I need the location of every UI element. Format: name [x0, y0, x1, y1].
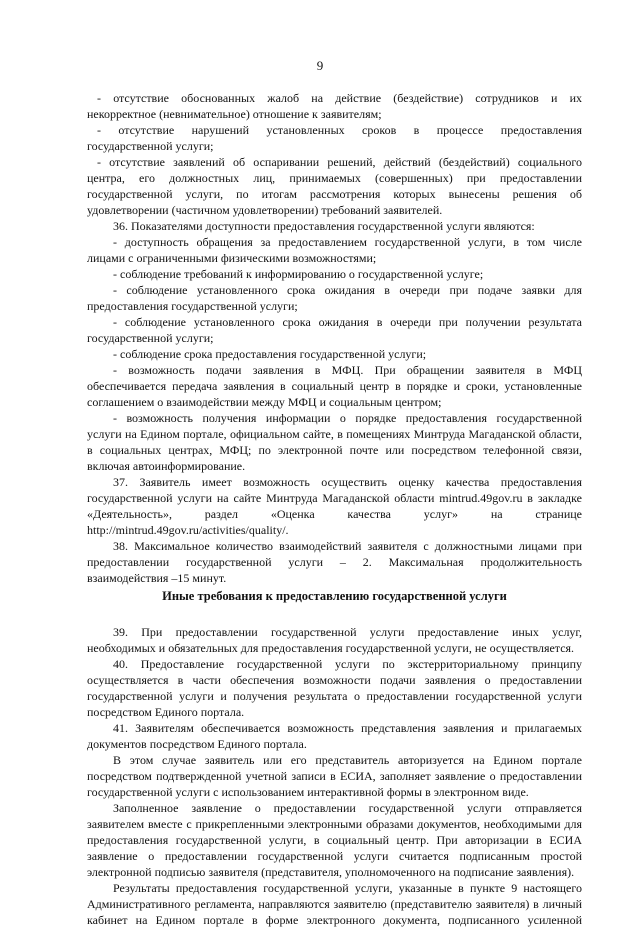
text-line: - отсутствие нарушений установленных сроков в процессе предоставления — [97, 123, 582, 137]
text-line: - доступность обращения за предоставлением государственной услуги, в том числе — [113, 235, 582, 249]
text-line: удовлетворении (частичном удовлетворении) требований заявителей. — [87, 203, 443, 217]
section-accessibility-indicators — [87, 90, 582, 586]
text-line: «Деятельность», раздел «Оценка качества услуг» на странице — [87, 507, 582, 521]
paragraph — [87, 346, 582, 362]
text-line: посредством Единого портала. — [87, 705, 245, 719]
paragraph — [87, 752, 582, 800]
paragraph — [87, 282, 582, 314]
text-line: документов посредством Единого портала. — [87, 737, 307, 751]
text-line: - соблюдение срока предоставления государственной услуги; — [113, 347, 427, 361]
text-line: - соблюдение требований к информированию о государственной услуге; — [113, 267, 484, 281]
paragraph — [87, 410, 582, 474]
text-line: услуги на Едином портале, официальном сайте, в помещениях Минтруда Магаданской области, — [87, 427, 582, 441]
text-line: центра, его должностных лиц, принимаемых (совершенных) при предоставлении — [87, 171, 582, 185]
text-line: предоставлении государственной услуги – 2. Максимальная продолжительность — [87, 555, 582, 569]
text-line: заявление о предоставлении государственной услуги считается подписанным простой — [87, 849, 582, 863]
text-line: включая автоинформирование. — [87, 459, 246, 473]
paragraph — [87, 800, 582, 880]
text-line: государственной услуги, по итогам рассмотрения которых вынесены решения об — [87, 187, 582, 201]
text-line: государственной услуги на сайте Минтруда Магаданской области mintrud.49gov.ru в закладке — [87, 491, 582, 505]
text-line: электронной подписью заявителя (представителя, уполномоченного на подписание заявления). — [87, 865, 575, 879]
paragraph — [87, 234, 582, 266]
paragraph — [87, 474, 582, 538]
text-line: - возможность подачи заявления в МФЦ. При обращении заявителя в МФЦ — [113, 363, 582, 377]
section-heading: Иные требования к предоставлению государственной услуги — [162, 589, 507, 603]
text-line: кабинет на Едином портале в форме электронного документа, подписанного усиленной — [87, 913, 582, 927]
section-other-requirements — [87, 624, 582, 928]
text-line: государственной услуги и получения результата о предоставлении государственной услуги — [87, 689, 582, 703]
paragraph — [87, 880, 582, 928]
text-line: http://mintrud.49gov.ru/activities/quality/. — [87, 523, 289, 537]
text-line: - отсутствие заявлений об оспаривании решений, действий (бездействий) социального — [97, 155, 582, 169]
text-line: - соблюдение установленного срока ожидания в очереди при получении результата — [113, 315, 582, 329]
text-line: - отсутствие обоснованных жалоб на действие (бездействие) сотрудников и их — [97, 91, 582, 105]
paragraph — [87, 656, 582, 720]
paragraph — [87, 218, 582, 234]
text-line: В этом случае заявитель или его представитель авторизуется на Едином портале — [113, 753, 582, 767]
text-line: - возможность получения информации о порядке предоставления государственной — [113, 411, 582, 425]
document-body — [87, 62, 582, 928]
text-line: осуществляется в части обеспечения возможности подачи заявления о предоставлении — [87, 673, 582, 687]
text-line: в социальных центрах, МФЦ; по электронной почте или посредством телефонной связи, — [87, 443, 582, 457]
paragraph — [87, 624, 582, 656]
paragraph — [87, 362, 582, 410]
paragraph — [87, 154, 582, 218]
text-line: соглашением о взаимодействии между МФЦ и социальным центром; — [87, 395, 442, 409]
paragraph — [87, 538, 582, 586]
text-line: - соблюдение установленного срока ожидания в очереди при подаче заявки для — [113, 283, 582, 297]
text-line: взаимодействия –15 минут. — [87, 571, 227, 585]
text-line: 37. Заявитель имеет возможность осуществить оценку качества предоставления — [113, 475, 582, 489]
text-line: 39. При предоставлении государственной услуги предоставление иных услуг, — [113, 625, 582, 639]
text-line: некорректное (невнимательное) отношение к заявителям; — [87, 107, 382, 121]
text-line: 38. Максимальное количество взаимодействий заявителя с должностными лицами при — [113, 539, 582, 553]
text-line: предоставления государственной услуги, в социальный центр. При авторизации в ЕСИА — [87, 833, 582, 847]
text-line: заявителем вместе с прикрепленными электронными образами документов, необходимыми для — [87, 817, 582, 831]
text-line: государственной услуги с использованием интерактивной формы в электронном виде. — [87, 785, 529, 799]
paragraph — [87, 122, 582, 154]
text-line: 36. Показателями доступности предоставления государственной услуги являются: — [113, 219, 535, 233]
text-line: Заполненное заявление о предоставлении государственной услуги отправляется — [113, 801, 582, 815]
text-line: лицами с ограниченными физическими возможностями; — [87, 251, 377, 265]
text-line: посредством подтвержденной учетной записи в ЕСИА, заполняет заявление о предоставлении — [87, 769, 582, 783]
paragraph — [87, 720, 582, 752]
text-line: необходимых и обязательных для предоставления государственной услуги, не осуществляется. — [87, 641, 575, 655]
page-number: 9 — [316, 58, 324, 73]
paragraph — [87, 90, 582, 122]
text-line: государственной услуги; — [87, 139, 214, 153]
paragraph — [87, 266, 582, 282]
paragraph — [87, 314, 582, 346]
text-line: предоставления государственной услуги; — [87, 299, 298, 313]
text-line: государственной услуги; — [87, 331, 214, 345]
text-line: обеспечивается передача заявления в социальный центр в порядке и сроки, установленные — [87, 379, 582, 393]
text-line: Административного регламента, направляются заявителю (представителю заявителя) в личный — [87, 897, 582, 911]
text-line: 41. Заявителям обеспечивается возможность представления заявления и прилагаемых — [113, 721, 582, 735]
text-line: 40. Предоставление государственной услуги по экстерриториальному принципу — [113, 657, 582, 671]
text-line: Результаты предоставления государственной услуги, указанные в пункте 9 настоящего — [113, 881, 582, 895]
